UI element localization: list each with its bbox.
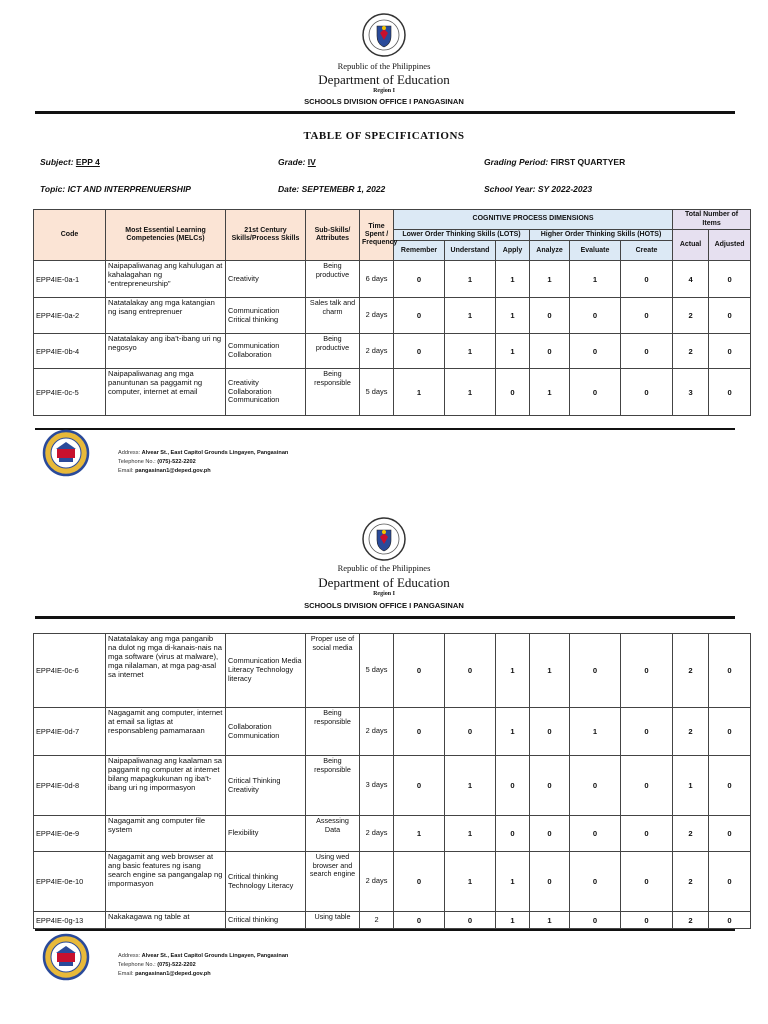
row-adjusted: 0 bbox=[709, 261, 751, 298]
region-text-page2: Region I bbox=[373, 591, 395, 597]
page-title: TABLE OF SPECIFICATIONS bbox=[303, 130, 465, 142]
row-create: 0 bbox=[621, 912, 673, 929]
row-apply: 1 bbox=[496, 298, 530, 334]
row-apply: 1 bbox=[496, 634, 530, 708]
row-time-spent: 5 days bbox=[360, 369, 394, 416]
footer-address-label: Address: bbox=[118, 450, 141, 456]
row-sub-skills: Sales talk and charm bbox=[306, 298, 360, 334]
row-actual: 2 bbox=[673, 816, 709, 852]
footer-email bbox=[118, 970, 288, 979]
row-sub-skills: Using table bbox=[306, 912, 360, 929]
row-understand: 1 bbox=[445, 369, 496, 416]
row-melc: Natatalakay ang mga katangian ng isang entreprenuer bbox=[106, 298, 226, 334]
row-analyze: 1 bbox=[530, 634, 570, 708]
footer-address-value: Alvear St., East Capitol Grounds Lingayen, Pangasinan bbox=[141, 953, 289, 959]
col-create: Create bbox=[621, 241, 673, 261]
footer-tel-value: (075)-522-2202 bbox=[157, 459, 196, 465]
row-analyze: 0 bbox=[530, 852, 570, 912]
row-understand: 1 bbox=[445, 852, 496, 912]
row-actual: 2 bbox=[673, 912, 709, 929]
header-rule-page2 bbox=[35, 616, 735, 619]
row-create: 0 bbox=[621, 816, 673, 852]
row-evaluate: 0 bbox=[570, 816, 621, 852]
row-melc: Nagagamit ang computer file system bbox=[106, 816, 226, 852]
row-actual: 2 bbox=[673, 708, 709, 756]
row-time-spent: 2 days bbox=[360, 708, 394, 756]
row-skills: Creativity bbox=[226, 261, 306, 298]
row-evaluate: 0 bbox=[570, 334, 621, 369]
row-skills: Collaboration Communication bbox=[226, 708, 306, 756]
date-label: Date: bbox=[278, 184, 300, 194]
row-apply: 1 bbox=[496, 708, 530, 756]
row-evaluate: 0 bbox=[570, 634, 621, 708]
topic-info bbox=[40, 184, 191, 194]
table-row bbox=[34, 756, 751, 816]
row-melc: Nakakagawa ng table at bbox=[106, 912, 226, 929]
year-value: SY 2022-2023 bbox=[537, 184, 593, 194]
row-sub-skills: Being productive bbox=[306, 261, 360, 298]
row-analyze: 0 bbox=[530, 298, 570, 334]
date-info bbox=[278, 184, 385, 194]
row-actual: 2 bbox=[673, 634, 709, 708]
grade-label: Grade: bbox=[278, 157, 306, 167]
footer-rule-top bbox=[35, 428, 735, 430]
row-apply: 1 bbox=[496, 261, 530, 298]
division-text-page2: SCHOOLS DIVISION OFFICE I PANGASINAN bbox=[304, 601, 464, 610]
row-evaluate: 0 bbox=[570, 298, 621, 334]
subject-label: Subject: bbox=[40, 157, 74, 167]
row-time-spent: 3 days bbox=[360, 756, 394, 816]
row-melc: Nagagamit ang computer, internet at email sa ligtas at responsableng pamamaraan bbox=[106, 708, 226, 756]
row-sub-skills: Proper use of social media bbox=[306, 634, 360, 708]
row-analyze: 1 bbox=[530, 369, 570, 416]
period-info bbox=[484, 157, 625, 167]
row-melc: Naipapaliwanag ang kaalaman sa paggamit ng computer at internet bilang mapagkukunan ng iba’t-ibang uri ng impormasyon bbox=[106, 756, 226, 816]
row-understand: 1 bbox=[445, 756, 496, 816]
row-apply: 1 bbox=[496, 912, 530, 929]
row-evaluate: 0 bbox=[570, 852, 621, 912]
row-code: EPP4IE-0d-8 bbox=[34, 756, 106, 816]
row-understand: 0 bbox=[445, 708, 496, 756]
row-adjusted: 0 bbox=[709, 852, 751, 912]
row-time-spent: 5 days bbox=[360, 634, 394, 708]
row-remember: 0 bbox=[394, 912, 445, 929]
table-row bbox=[34, 912, 751, 929]
row-understand: 0 bbox=[445, 634, 496, 708]
footer-telephone bbox=[118, 961, 288, 970]
row-actual: 2 bbox=[673, 852, 709, 912]
col-cognitive-dimensions: COGNITIVE PROCESS DIMENSIONS bbox=[394, 210, 673, 230]
col-time-spent: Time Spent / Frequency bbox=[360, 210, 394, 261]
grade-value: IV bbox=[307, 157, 316, 167]
table-row bbox=[34, 261, 751, 298]
footer-telephone bbox=[118, 458, 288, 467]
col-adjusted: Adjusted bbox=[709, 230, 751, 261]
footer-tel-label: Telephone No.: bbox=[118, 459, 156, 465]
row-understand: 1 bbox=[445, 298, 496, 334]
deped-seal-icon bbox=[361, 516, 407, 562]
row-adjusted: 0 bbox=[709, 634, 751, 708]
row-analyze: 0 bbox=[530, 708, 570, 756]
col-melc: Most Essential Learning Competencies (MELCs) bbox=[106, 210, 226, 261]
row-understand: 1 bbox=[445, 334, 496, 369]
col-evaluate: Evaluate bbox=[570, 241, 621, 261]
row-time-spent: 6 days bbox=[360, 261, 394, 298]
footer-contact-page2 bbox=[118, 952, 288, 979]
col-apply: Apply bbox=[496, 241, 530, 261]
row-remember: 0 bbox=[394, 261, 445, 298]
footer-address-label: Address: bbox=[118, 953, 141, 959]
col-remember: Remember bbox=[394, 241, 445, 261]
row-adjusted: 0 bbox=[709, 816, 751, 852]
row-sub-skills: Being responsible bbox=[306, 756, 360, 816]
row-sub-skills: Using wed browser and search engine bbox=[306, 852, 360, 912]
row-code: EPP4IE-0c-5 bbox=[34, 369, 106, 416]
row-sub-skills: Being responsible bbox=[306, 369, 360, 416]
topic-value: ICT AND INTERPRENUERSHIP bbox=[67, 184, 191, 194]
col-total-items: Total Number of Items bbox=[673, 210, 751, 230]
deped-seal-icon bbox=[361, 12, 407, 58]
col-actual: Actual bbox=[673, 230, 709, 261]
row-remember: 0 bbox=[394, 708, 445, 756]
department-text: Department of Education bbox=[318, 72, 450, 87]
row-create: 0 bbox=[621, 852, 673, 912]
row-actual: 4 bbox=[673, 261, 709, 298]
division-seal-icon bbox=[42, 933, 90, 981]
row-create: 0 bbox=[621, 334, 673, 369]
row-analyze: 1 bbox=[530, 912, 570, 929]
row-adjusted: 0 bbox=[709, 708, 751, 756]
table-row bbox=[34, 634, 751, 708]
col-lots: Lower Order Thinking Skills (LOTS) bbox=[394, 230, 530, 241]
row-remember: 0 bbox=[394, 334, 445, 369]
table-row bbox=[34, 816, 751, 852]
row-melc: Natatalakay ang iba’t-ibang uri ng negosyo bbox=[106, 334, 226, 369]
row-create: 0 bbox=[621, 708, 673, 756]
row-create: 0 bbox=[621, 261, 673, 298]
footer-email-label: Email: bbox=[118, 468, 134, 474]
footer-tel-label: Telephone No.: bbox=[118, 962, 156, 968]
row-skills: Creativity Collaboration Communication bbox=[226, 369, 306, 416]
division-text: SCHOOLS DIVISION OFFICE I PANGASINAN bbox=[304, 97, 464, 106]
table-row bbox=[34, 708, 751, 756]
date-value: SEPTEMEBR 1, 2022 bbox=[301, 184, 386, 194]
row-evaluate: 0 bbox=[570, 369, 621, 416]
row-apply: 1 bbox=[496, 852, 530, 912]
footer-email-value: pangasinan1@deped.gov.ph bbox=[135, 971, 211, 977]
row-evaluate: 0 bbox=[570, 912, 621, 929]
region-text: Region I bbox=[373, 88, 395, 94]
row-sub-skills: Assessing Data bbox=[306, 816, 360, 852]
row-adjusted: 0 bbox=[709, 334, 751, 369]
row-create: 0 bbox=[621, 634, 673, 708]
row-analyze: 0 bbox=[530, 756, 570, 816]
footer-email bbox=[118, 467, 288, 476]
republic-text-page2: Republic of the Philippines bbox=[337, 563, 431, 573]
row-time-spent: 2 days bbox=[360, 852, 394, 912]
row-skills: Critical thinking Technology Literacy bbox=[226, 852, 306, 912]
specifications-table-page1 bbox=[33, 209, 751, 416]
grade-info bbox=[278, 157, 316, 167]
year-info bbox=[484, 184, 592, 194]
row-skills: Critical thinking bbox=[226, 912, 306, 929]
row-skills: Communication Media Literacy Technology literacy bbox=[226, 634, 306, 708]
row-code: EPP4IE-0a-1 bbox=[34, 261, 106, 298]
row-melc: Naipapaliwanag ang mga panuntunan sa paggamit ng computer, internet at email bbox=[106, 369, 226, 416]
row-remember: 0 bbox=[394, 756, 445, 816]
footer-email-label: Email: bbox=[118, 971, 134, 977]
row-skills: Communication Critical thinking bbox=[226, 298, 306, 334]
row-remember: 1 bbox=[394, 816, 445, 852]
year-label: School Year: bbox=[484, 184, 536, 194]
row-apply: 0 bbox=[496, 756, 530, 816]
row-analyze: 0 bbox=[530, 334, 570, 369]
topic-label: Topic: bbox=[40, 184, 66, 194]
table-row bbox=[34, 369, 751, 416]
subject-info bbox=[40, 157, 100, 167]
row-actual: 3 bbox=[673, 369, 709, 416]
col-century-skills: 21st Century Skills/Process Skills bbox=[226, 210, 306, 261]
footer-rule-page2 bbox=[35, 929, 735, 931]
row-remember: 1 bbox=[394, 369, 445, 416]
row-remember: 0 bbox=[394, 852, 445, 912]
row-apply: 0 bbox=[496, 816, 530, 852]
row-understand: 0 bbox=[445, 912, 496, 929]
col-understand: Understand bbox=[445, 241, 496, 261]
row-melc: Nagagamit ang web browser at ang basic features ng isang search engine sa pangangalap ng impormasyon bbox=[106, 852, 226, 912]
row-code: EPP4IE-0e-9 bbox=[34, 816, 106, 852]
col-code: Code bbox=[34, 210, 106, 261]
col-analyze: Analyze bbox=[530, 241, 570, 261]
table-row bbox=[34, 334, 751, 369]
table-row bbox=[34, 298, 751, 334]
row-sub-skills: Being productive bbox=[306, 334, 360, 369]
row-time-spent: 2 days bbox=[360, 334, 394, 369]
row-code: EPP4IE-0g-13 bbox=[34, 912, 106, 929]
row-skills: Flexibility bbox=[226, 816, 306, 852]
footer-contact-page1 bbox=[118, 449, 288, 476]
row-evaluate: 0 bbox=[570, 756, 621, 816]
period-label: Grading Period: bbox=[484, 157, 549, 167]
row-melc: Naipapaliwanag ang kahulugan at kahalagahan ng “entrepreneurship” bbox=[106, 261, 226, 298]
row-analyze: 0 bbox=[530, 816, 570, 852]
period-value: FIRST QUARTYER bbox=[550, 157, 626, 167]
row-code: EPP4IE-0b-4 bbox=[34, 334, 106, 369]
row-create: 0 bbox=[621, 756, 673, 816]
row-adjusted: 0 bbox=[709, 298, 751, 334]
row-evaluate: 1 bbox=[570, 261, 621, 298]
footer-tel-value: (075)-522-2202 bbox=[157, 962, 196, 968]
row-time-spent: 2 days bbox=[360, 298, 394, 334]
republic-text: Republic of the Philippines bbox=[337, 61, 431, 71]
row-create: 0 bbox=[621, 369, 673, 416]
row-code: EPP4IE-0a-2 bbox=[34, 298, 106, 334]
row-actual: 2 bbox=[673, 298, 709, 334]
row-apply: 0 bbox=[496, 369, 530, 416]
row-code: EPP4IE-0d-7 bbox=[34, 708, 106, 756]
row-skills: Critical Thinking Creativity bbox=[226, 756, 306, 816]
row-adjusted: 0 bbox=[709, 369, 751, 416]
table-row bbox=[34, 852, 751, 912]
footer-address bbox=[118, 449, 288, 458]
col-hots: Higher Order Thinking Skills (HOTS) bbox=[530, 230, 673, 241]
row-time-spent: 2 bbox=[360, 912, 394, 929]
row-remember: 0 bbox=[394, 634, 445, 708]
footer-address bbox=[118, 952, 288, 961]
subject-value: EPP 4 bbox=[75, 157, 100, 167]
row-code: EPP4IE-0e-10 bbox=[34, 852, 106, 912]
header-rule bbox=[35, 111, 735, 114]
row-time-spent: 2 days bbox=[360, 816, 394, 852]
specifications-table-page2 bbox=[33, 633, 751, 929]
row-actual: 2 bbox=[673, 334, 709, 369]
row-adjusted: 0 bbox=[709, 756, 751, 816]
row-analyze: 1 bbox=[530, 261, 570, 298]
department-text-page2: Department of Education bbox=[318, 575, 450, 590]
row-remember: 0 bbox=[394, 298, 445, 334]
row-evaluate: 1 bbox=[570, 708, 621, 756]
row-understand: 1 bbox=[445, 261, 496, 298]
row-skills: Communication Collaboration bbox=[226, 334, 306, 369]
row-actual: 1 bbox=[673, 756, 709, 816]
row-sub-skills: Being responsible bbox=[306, 708, 360, 756]
row-melc: Natatalakay ang mga panganib na dulot ng mga di-kanais-nais na mga software (virus at malware), mga nilalaman, at mga pag-asal sa internet bbox=[106, 634, 226, 708]
row-understand: 1 bbox=[445, 816, 496, 852]
row-create: 0 bbox=[621, 298, 673, 334]
row-code: EPP4IE-0c-6 bbox=[34, 634, 106, 708]
division-seal-icon bbox=[42, 429, 90, 477]
footer-email-value: pangasinan1@deped.gov.ph bbox=[135, 468, 211, 474]
footer-address-value: Alvear St., East Capitol Grounds Lingayen, Pangasinan bbox=[141, 450, 289, 456]
row-adjusted: 0 bbox=[709, 912, 751, 929]
col-sub-skills: Sub-Skills/ Attributes bbox=[306, 210, 360, 261]
row-apply: 1 bbox=[496, 334, 530, 369]
